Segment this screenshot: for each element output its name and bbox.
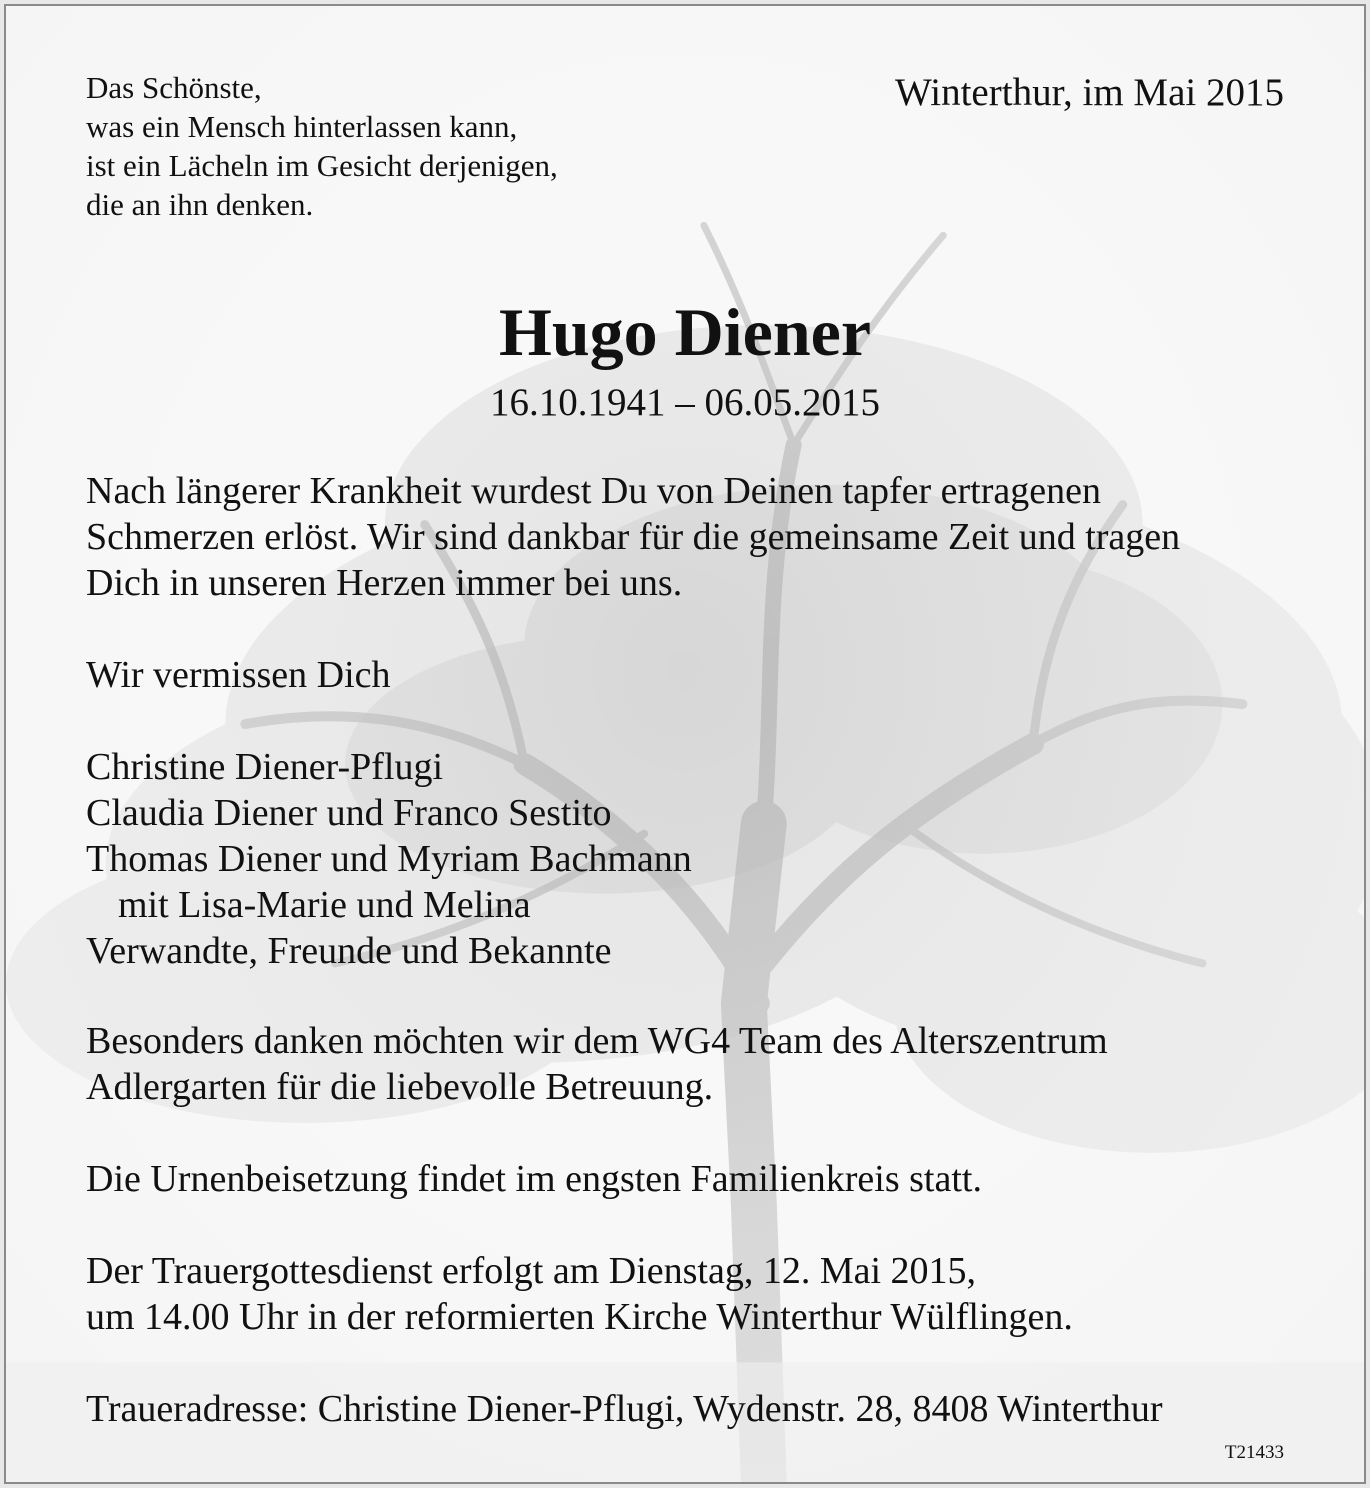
mourner-entry: Thomas Diener und Myriam Bachmann [86,838,692,880]
mourners-list [86,744,692,974]
service-line: um 14.00 Uhr in der reformierten Kirche Winterthur Wülflingen. [86,1296,1073,1338]
thanks-paragraph [86,1018,1108,1110]
mourning-address: Traueradresse: Christine Diener-Pflugi, Wydenstr. 28, 8408 Winterthur [86,1388,1163,1430]
service-paragraph [86,1248,1073,1340]
deceased-name: Hugo Diener [498,294,872,370]
mourner-entry: Claudia Diener und Franco Sestito [86,792,612,834]
motto-line: ist ein Lächeln im Gesicht derjenigen, [86,148,558,183]
motto-line: Das Schönste, [86,70,262,105]
motto-line: was ein Mensch hinterlassen kann, [86,109,518,144]
message-line: Nach längerer Krankheit wurdest Du von Deinen tapfer ertragenen [86,470,1101,512]
thanks-line: Besonders danken möchten wir dem WG4 Team des Alterszentrum [86,1020,1108,1062]
miss-you-text: Wir vermissen Dich [86,654,391,696]
message-paragraph [86,468,1180,606]
motto-quote [86,68,558,224]
thanks-line: Adlergarten für die liebevolle Betreuung. [86,1066,714,1108]
ad-code: T21433 [1224,1442,1284,1463]
motto-line: die an ihn denken. [86,187,314,222]
mourner-entry: Christine Diener-Pflugi [86,746,444,788]
message-line: Dich in unseren Herzen immer bei uns. [86,562,683,604]
burial-text: Die Urnenbeisetzung findet im engsten Familienkreis statt. [86,1158,982,1200]
mourner-entry: mit Lisa-Marie und Melina [118,884,531,926]
life-dates: 16.10.1941 – 06.05.2015 [490,381,880,424]
mourner-entry: Verwandte, Freunde und Bekannte [86,930,612,972]
place-date: Winterthur, im Mai 2015 [895,71,1284,114]
obituary-notice [4,4,1366,1484]
service-line: Der Trauergottesdienst erfolgt am Dienstag, 12. Mai 2015, [86,1250,977,1292]
message-line: Schmerzen erlöst. Wir sind dankbar für die gemeinsame Zeit und tragen [86,516,1181,558]
